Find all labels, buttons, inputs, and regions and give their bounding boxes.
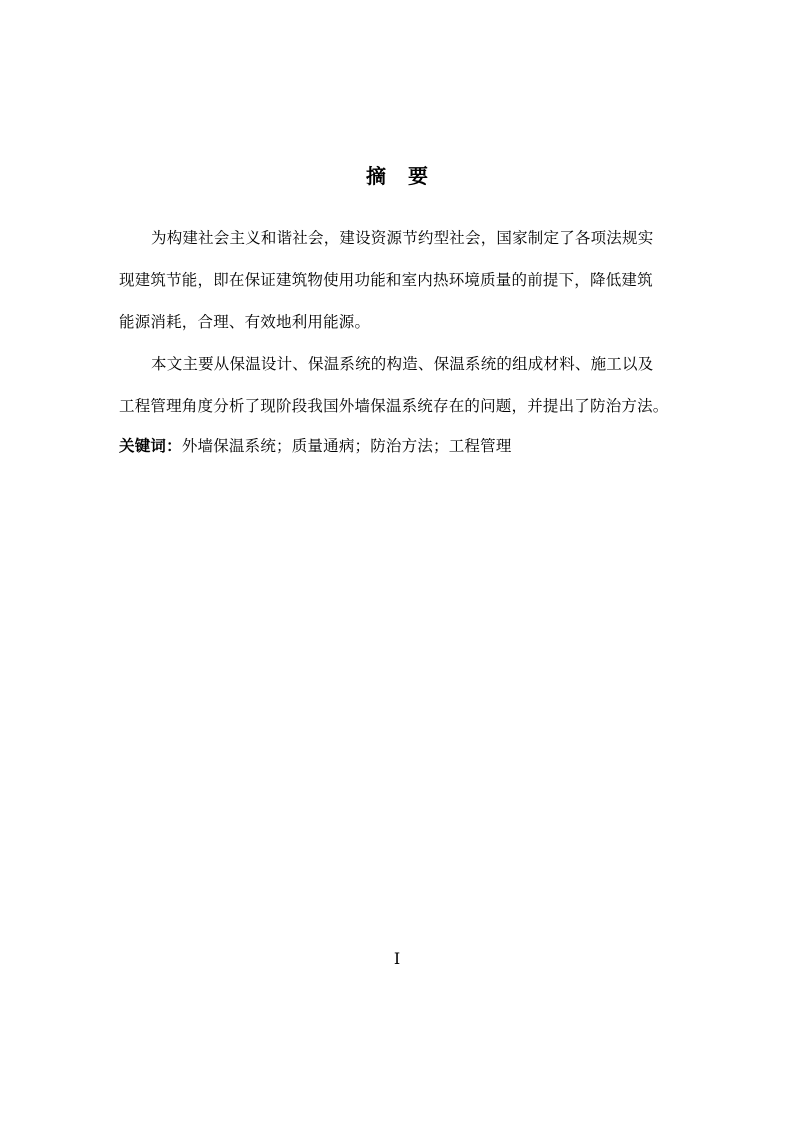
paragraph-1-line-3: 能源消耗，合理、有效地利用能源。 <box>119 313 371 331</box>
paragraph-1-line-1: 为构建社会主义和谐社会，建设资源节约型社会，国家制定了各项法规实 <box>151 229 654 247</box>
keywords-value: 外墙保温系统；质量通病；防治方法；工程管理 <box>181 437 512 455</box>
keywords-line <box>119 434 512 456</box>
paragraph-2-line-1: 本文主要从保温设计、保温系统的构造、保温系统的组成材料、施工以及 <box>151 355 654 373</box>
abstract-title: 摘要 <box>366 164 450 188</box>
paragraph-2-line-2: 工程管理角度分析了现阶段我国外墙保温系统存在的问题，并提出了防治方法。 <box>119 397 669 415</box>
page-number: I <box>393 949 401 968</box>
paragraph-1-line-2: 现建筑节能，即在保证建筑物使用功能和室内热环境质量的前提下，降低建筑 <box>119 271 653 289</box>
keywords-label: 关键词： <box>119 437 182 455</box>
